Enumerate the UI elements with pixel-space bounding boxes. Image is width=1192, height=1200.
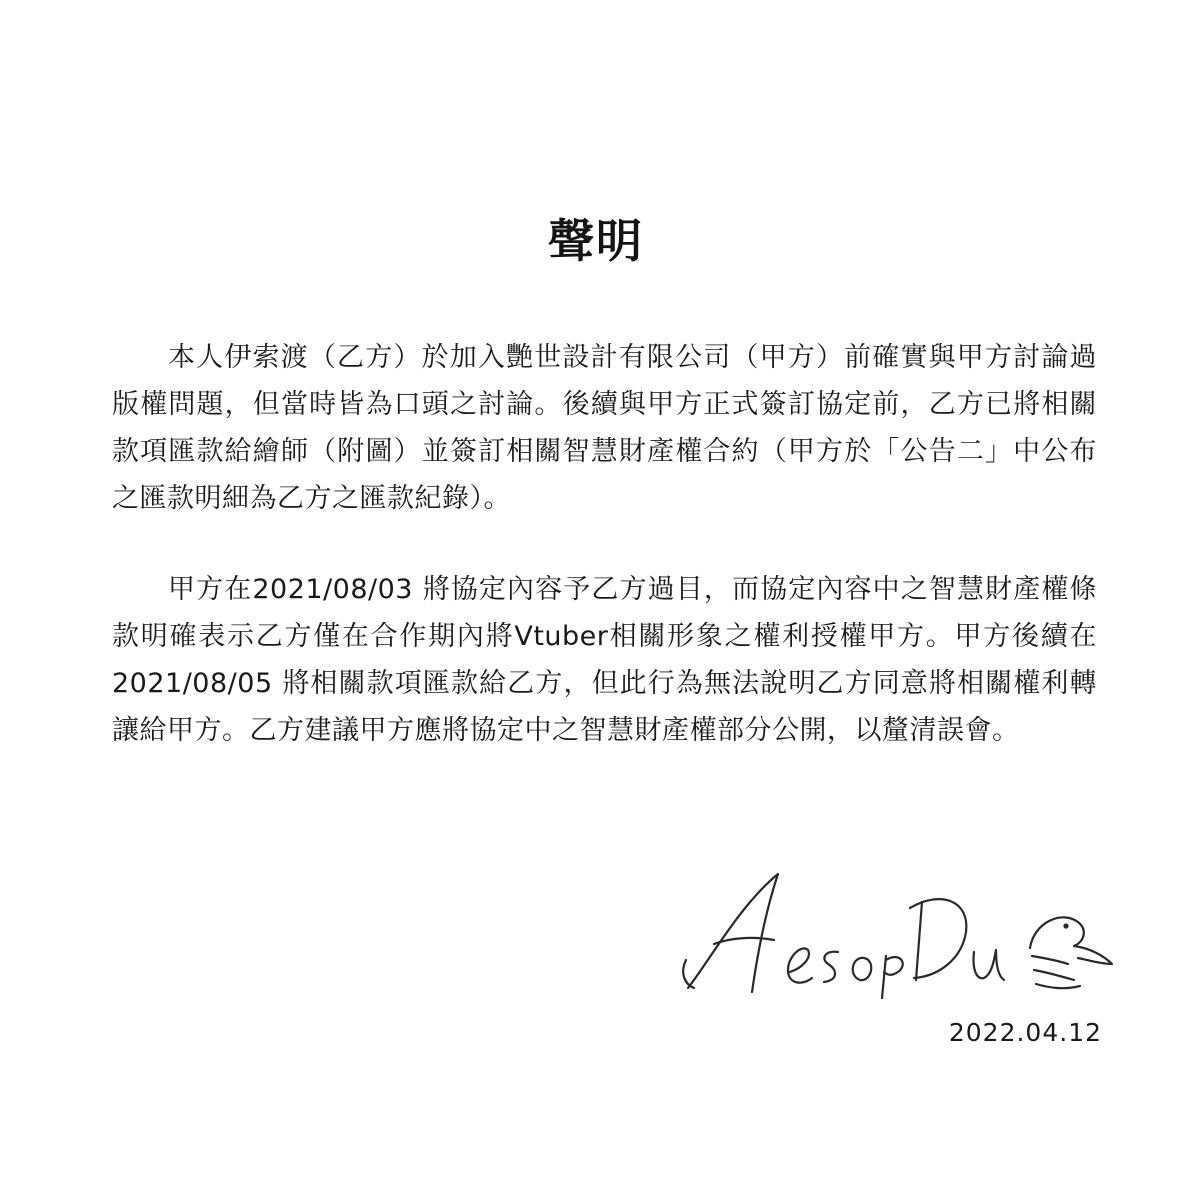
statement-title: 聲明 [548,214,644,268]
statement-paragraph-1: 本人伊索渡（乙方）於加入艷世設計有限公司（甲方）前確實與甲方討論過版權問題，但當時皆為口頭之討論。後續與甲方正式簽訂協定前，乙方已將相關款項匯款給繪師（附圖）並簽訂相關智慧財產權合約（甲方於「公告二」中公布之匯款明細為乙方之匯款紀錄）。 [112,342,1097,514]
statement-paragraph-2: 甲方在2021/08/03 將協定內容予乙方過目，而協定內容中之智慧財產權條款明確表示乙方僅在合作期內將Vtuber相關形象之權利授權甲方。甲方後續在 2021/08/05 將相關款項匯款給乙方，但此行為無法說明乙方同意將相關權利轉讓給甲方。乙方建議甲方應將協定中之智慧財產權部分公開，以釐清誤會。 [112,574,1097,746]
statement-date: 2022.04.12 [948,1018,1102,1047]
handwritten-signature [670,860,1120,1010]
